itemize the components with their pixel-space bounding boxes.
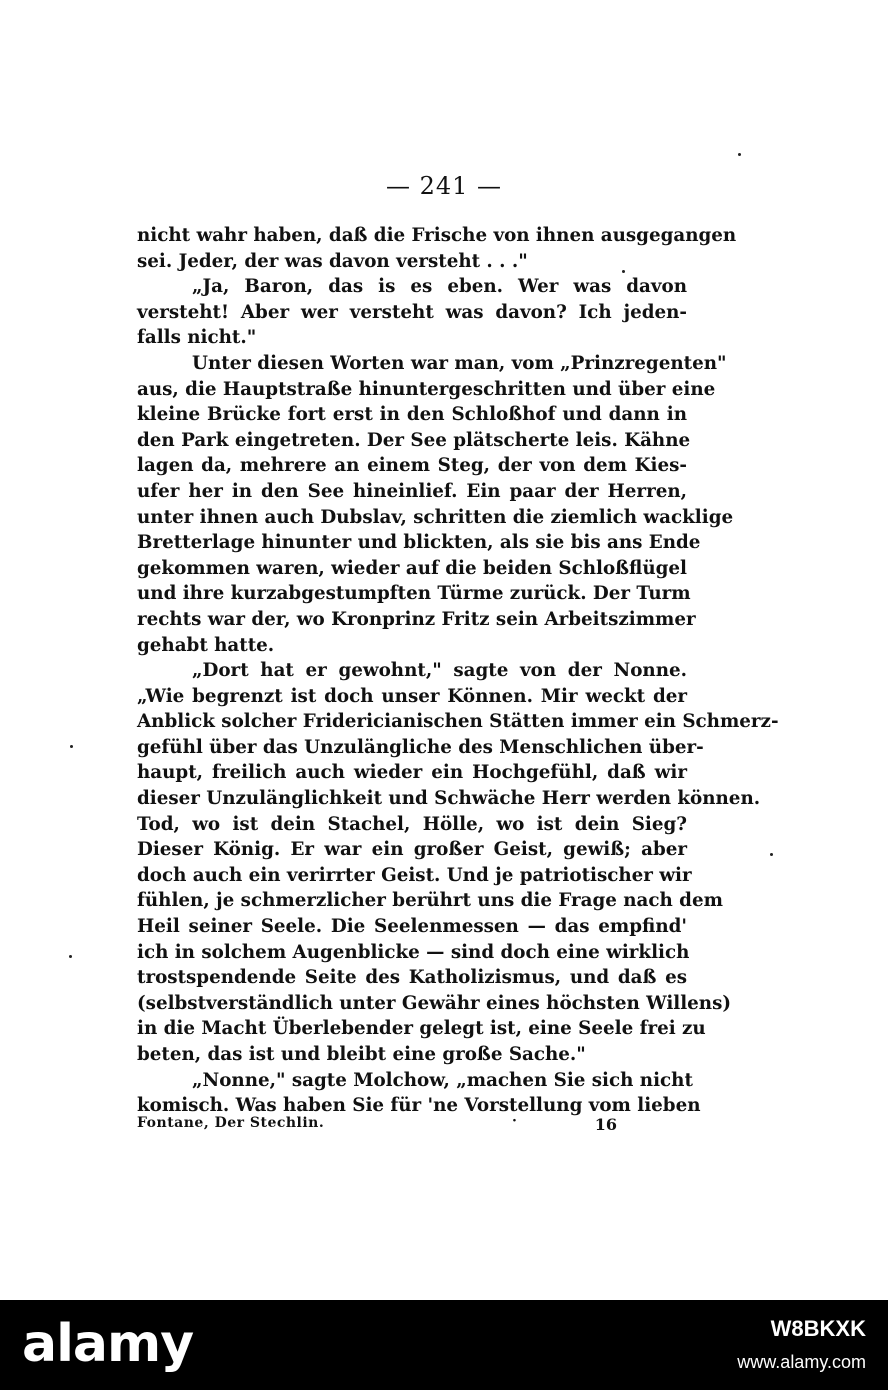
text-line: Bretterlage hinunter und blickten, als sie bis ans Ende [137,532,701,554]
text-line: ich in solchem Augenblicke — sind doch eine wirklich [137,941,690,963]
text-line: kleine Brücke fort erst in den Schloßhof und dann in [137,404,687,426]
text-line: Unter diesen Worten war man, vom „Prinzregenten" [192,352,727,374]
watermark-bar [0,1300,888,1390]
scan-speck [622,270,625,273]
text-line: und ihre kurzabgestumpften Türme zurück. Der Turm [137,583,691,605]
text-line: komisch. Was haben Sie für 'ne Vorstellung vom lieben [137,1095,701,1117]
text-line: gekommen waren, wieder auf die beiden Schloßflügel [137,557,687,579]
text-line: rechts war der, wo Kronprinz Fritz sein Arbeitszimmer [137,608,696,630]
scan-speck [70,745,73,748]
text-line: nicht wahr haben, daß die Frische von ihnen ausgegangen [137,225,737,246]
text-line: fühlen, je schmerzlicher berührt uns die Frage nach dem [137,890,723,912]
sheet-number: 16 [594,1115,617,1134]
text-line: gehabt hatte. [137,634,275,656]
text-line: aus, die Hauptstraße hinuntergeschritten und über eine [137,378,716,400]
text-line: versteht! Aber wer versteht was davon? Ich jeden- [137,301,687,323]
text-line: sei. Jeder, der was davon versteht . . ." [137,250,528,272]
text-line: doch auch ein verirrter Geist. Und je patriotischer wir [137,864,692,886]
text-line: Heil seiner Seele. Die Seelenmessen — das empfind' [137,916,687,938]
text-line: „Wie begrenzt ist doch unser Können. Mir weckt der [137,685,687,707]
watermark-url: www.alamy.com [737,1352,866,1372]
text-line: (selbstverständlich unter Gewähr eines höchsten Willens) [137,992,732,1014]
alamy-logo: alamy [22,1314,194,1374]
text-line: „Dort hat er gewohnt," sagte von der Nonne. [192,660,687,682]
text-line: „Ja, Baron, das is es eben. Wer was davon [192,276,687,298]
text-line: falls nicht." [137,327,257,349]
footer-dot: · [512,1113,517,1129]
text-line: Tod, wo ist dein Stachel, Hölle, wo ist dein Sieg? [137,813,687,835]
scan-speck [770,853,773,856]
text-line: Dieser König. Er war ein großer Geist, gewiß; aber [137,839,687,861]
body-text [137,223,779,1119]
text-line: gefühl über das Unzulängliche des Menschlichen über- [137,736,704,758]
text-line: dieser Unzulänglichkeit und Schwäche Herr werden können. [137,788,761,810]
text-line: den Park eingetreten. Der See plätscherte leis. Kähne [137,429,691,451]
text-line: ufer her in den See hineinlief. Ein paar der Herren, [137,480,687,502]
image-id: W8BKXK [770,1316,866,1341]
text-line: beten, das ist und bleibt eine große Sache." [137,1044,586,1065]
signature-line: Fontane, Der Stechlin. [137,1115,325,1131]
text-line: lagen da, mehrere an einem Steg, der von dem Kies- [137,455,687,477]
text-line: „Nonne," sagte Molchow, „machen Sie sich nicht [192,1069,693,1091]
scan-speck [69,955,72,958]
page-footer [137,1115,617,1137]
scan-speck [738,153,741,156]
text-line: unter ihnen auch Dubslav, schritten die ziemlich wacklige [137,506,734,528]
text-line: trostspendende Seite des Katholizismus, und daß es [137,967,687,989]
text-line: in die Macht Überlebender gelegt ist, eine Seele frei zu [137,1018,706,1040]
text-line: Anblick solcher Fridericianischen Stätten immer ein Schmerz- [137,711,779,733]
page-number: — 241 — [385,172,503,200]
text-line: haupt, freilich auch wieder ein Hochgefühl, daß wir [137,762,687,784]
